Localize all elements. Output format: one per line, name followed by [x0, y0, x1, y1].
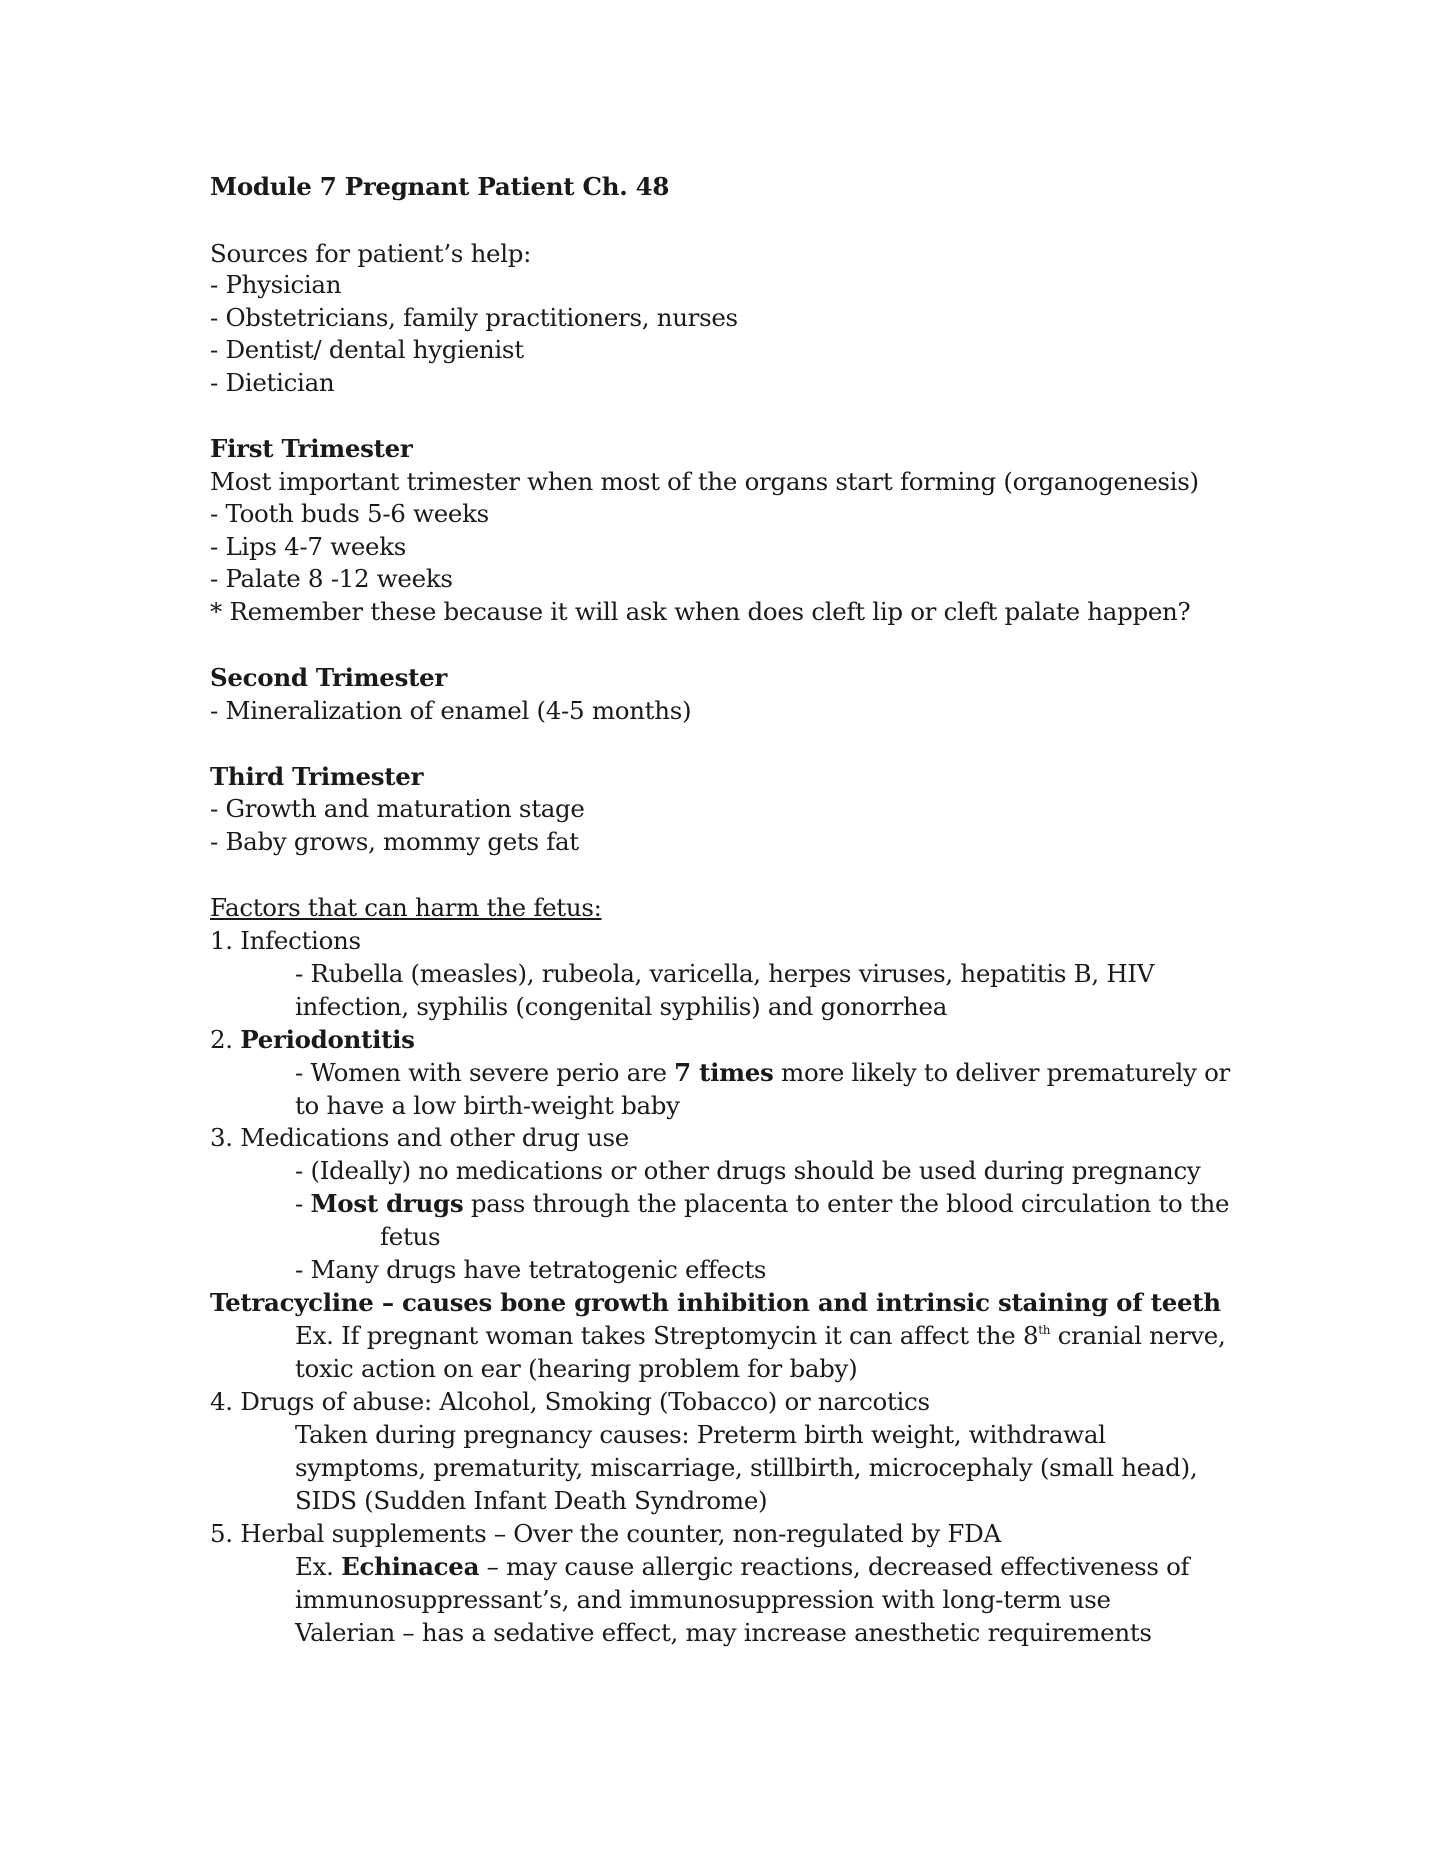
first-trimester-item: - Tooth buds 5-6 weeks	[210, 499, 489, 528]
text-run: Ex.	[295, 1552, 342, 1581]
factor-medications-text: - (Ideally) no medications or other drugs should be used during pregnancy	[295, 1156, 1201, 1185]
factor-medications-text	[295, 1187, 1229, 1220]
factor-periodontitis-text: to have a low birth-weight baby	[295, 1091, 680, 1120]
first-trimester-item: - Palate 8 -12 weeks	[210, 564, 453, 593]
factor-medications-text: - Many drugs have tetratogenic effects	[295, 1255, 767, 1284]
tetracycline-heading: Tetracycline – causes bone growth inhibition and intrinsic staining of teeth	[210, 1288, 1221, 1317]
list-number: 2.	[210, 1025, 241, 1054]
text-run: Ex. If pregnant woman takes Streptomycin it can affect the 8	[295, 1321, 1039, 1350]
factor-periodontitis-label	[210, 1023, 415, 1056]
factor-infections-text: infection, syphilis (congenital syphilis) and gonorrhea	[295, 992, 948, 1021]
sources-item: - Dietician	[210, 368, 335, 397]
emphasis-text: Echinacea	[341, 1552, 480, 1581]
factor-herbal-valerian: Valerian – has a sedative effect, may increase anesthetic requirements	[295, 1618, 1152, 1647]
first-trimester-note: * Remember these because it will ask when does cleft lip or cleft palate happen?	[210, 597, 1191, 626]
text-run: pass through the placenta to enter the blood circulation to the	[463, 1189, 1230, 1218]
factor-herbal-example: immunosuppressant’s, and immunosuppression with long-term use	[295, 1585, 1111, 1614]
page-title: Module 7 Pregnant Patient Ch. 48	[210, 172, 670, 201]
factor-medications-label: 3. Medications and other drug use	[210, 1123, 629, 1152]
factors-heading: Factors that can harm the fetus:	[210, 893, 602, 922]
emphasis-text: Most drugs	[310, 1189, 464, 1218]
factor-herbal-example	[295, 1550, 1189, 1583]
sources-item: - Dentist/ dental hygienist	[210, 335, 524, 364]
sources-item: - Physician	[210, 270, 342, 299]
third-trimester-item: - Growth and maturation stage	[210, 794, 585, 823]
third-trimester-heading: Third Trimester	[210, 762, 424, 791]
factor-abuse-label: 4. Drugs of abuse: Alcohol, Smoking (Tobacco) or narcotics	[210, 1387, 930, 1416]
factor-medications-text: fetus	[380, 1222, 441, 1251]
text-run: more likely to deliver prematurely or	[773, 1058, 1230, 1087]
emphasis-text: 7 times	[674, 1058, 774, 1087]
third-trimester-item: - Baby grows, mommy gets fat	[210, 827, 579, 856]
text-run: - Women with severe perio are	[295, 1058, 675, 1087]
second-trimester-heading: Second Trimester	[210, 663, 447, 692]
sources-item: - Obstetricians, family practitioners, nurses	[210, 303, 738, 332]
second-trimester-item: - Mineralization of enamel (4-5 months)	[210, 696, 692, 725]
ordinal-superscript: th	[1038, 1323, 1051, 1337]
text-run: – may cause allergic reactions, decreased effectiveness of	[479, 1552, 1190, 1581]
factor-herbal-label: 5. Herbal supplements – Over the counter, non-regulated by FDA	[210, 1519, 1001, 1548]
sources-heading: Sources for patient’s help:	[210, 239, 532, 268]
factor-periodontitis-text	[295, 1056, 1230, 1089]
tetracycline-example: toxic action on ear (hearing problem for baby)	[295, 1354, 858, 1383]
factor-abuse-text: Taken during pregnancy causes: Preterm birth weight, withdrawal	[295, 1420, 1106, 1449]
text-run: cranial nerve,	[1050, 1321, 1226, 1350]
factor-infections-text: - Rubella (measles), rubeola, varicella, herpes viruses, hepatitis B, HIV	[295, 959, 1155, 988]
factor-abuse-text: SIDS (Sudden Infant Death Syndrome)	[295, 1486, 768, 1515]
first-trimester-intro: Most important trimester when most of the organs start forming (organogenesis)	[210, 467, 1199, 496]
tetracycline-example	[295, 1319, 1226, 1352]
first-trimester-heading: First Trimester	[210, 434, 413, 463]
first-trimester-item: - Lips 4-7 weeks	[210, 532, 407, 561]
factor-abuse-text: symptoms, prematurity, miscarriage, stillbirth, microcephaly (small head),	[295, 1453, 1198, 1482]
periodontitis-term: Periodontitis	[240, 1025, 415, 1054]
factor-infections-label: 1. Infections	[210, 926, 361, 955]
text-run: -	[295, 1189, 311, 1218]
